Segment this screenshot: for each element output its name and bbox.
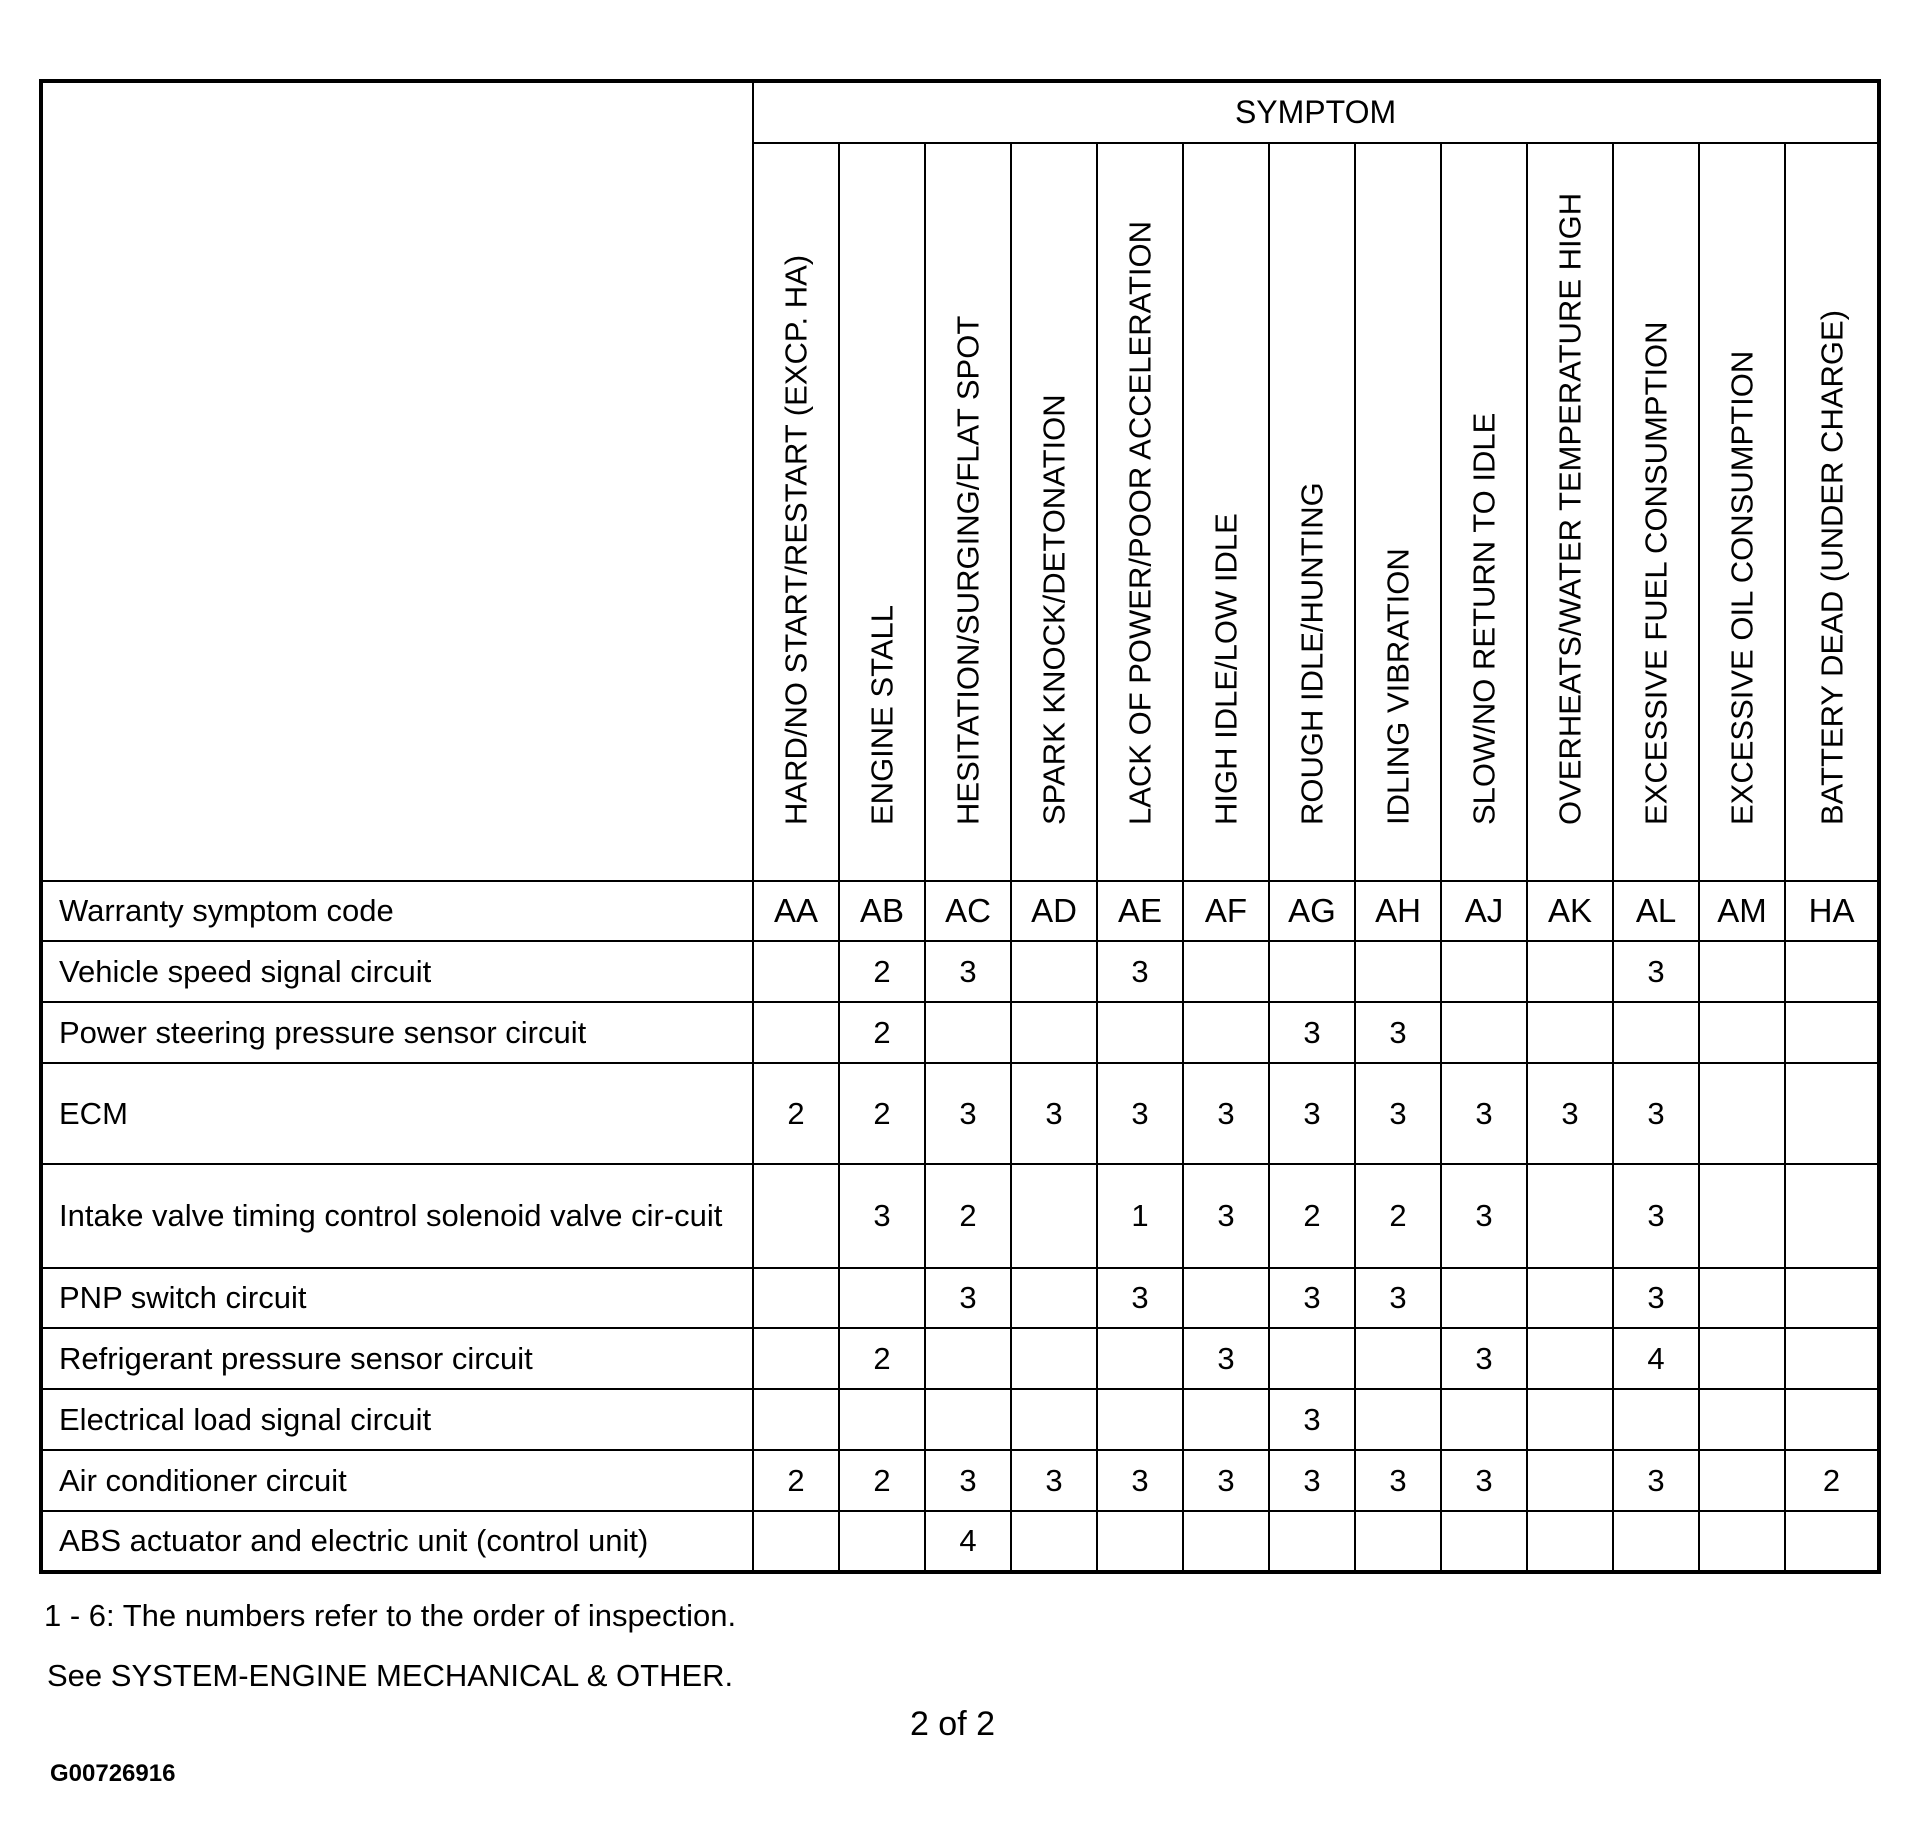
inspection-order-cell	[1613, 1002, 1699, 1063]
row-label: PNP switch circuit	[41, 1268, 753, 1328]
inspection-order-cell: 4	[1613, 1328, 1699, 1389]
inspection-order-cell	[1785, 1511, 1879, 1572]
inspection-order-cell: 3	[1613, 1063, 1699, 1164]
figure-id: G00726916	[50, 1760, 176, 1787]
inspection-order-cell: 2	[1785, 1450, 1879, 1511]
inspection-order-cell: 2	[839, 1328, 925, 1389]
inspection-order-cell	[1269, 941, 1355, 1002]
inspection-order-cell	[1527, 1268, 1613, 1328]
inspection-order-cell	[1699, 1063, 1785, 1164]
inspection-order-cell: 3	[925, 1268, 1011, 1328]
inspection-order-cell	[1613, 1511, 1699, 1572]
warranty-code-cell: AA	[753, 881, 839, 941]
inspection-order-cell: 2	[753, 1063, 839, 1164]
table-row	[41, 1268, 1879, 1328]
warranty-code-label: Warranty symptom code	[41, 881, 753, 941]
inspection-order-cell	[925, 1328, 1011, 1389]
inspection-order-cell: 3	[1269, 1268, 1355, 1328]
inspection-order-cell: 3	[1355, 1063, 1441, 1164]
inspection-order-cell	[1097, 1328, 1183, 1389]
inspection-order-cell	[1527, 1164, 1613, 1268]
inspection-order-cell	[1011, 1002, 1097, 1063]
inspection-order-cell	[1699, 1450, 1785, 1511]
inspection-order-cell	[1183, 1511, 1269, 1572]
symptom-column-header	[1527, 143, 1613, 881]
inspection-order-cell: 2	[1269, 1164, 1355, 1268]
inspection-order-cell	[1441, 1268, 1527, 1328]
inspection-order-cell: 3	[1183, 1063, 1269, 1164]
symptom-group-header: SYMPTOM	[753, 81, 1879, 143]
warranty-code-cell: HA	[1785, 881, 1879, 941]
inspection-order-cell: 3	[925, 1063, 1011, 1164]
inspection-order-cell: 3	[1441, 1328, 1527, 1389]
symptom-column-header	[1355, 143, 1441, 881]
table-corner-cell	[41, 81, 753, 881]
inspection-order-cell: 3	[1613, 1450, 1699, 1511]
inspection-order-cell: 3	[1269, 1063, 1355, 1164]
symptom-column-label: SPARK KNOCK/DETONATION	[1036, 394, 1072, 825]
inspection-order-cell	[1183, 1389, 1269, 1450]
row-label: ABS actuator and electric unit (control unit)	[41, 1511, 753, 1572]
inspection-order-cell	[1699, 1328, 1785, 1389]
inspection-order-cell	[925, 1002, 1011, 1063]
inspection-order-cell	[753, 1268, 839, 1328]
footnote: 1 - 6: The numbers refer to the order of inspection.	[44, 1598, 737, 1633]
inspection-order-cell	[1527, 1328, 1613, 1389]
symptom-column-header	[1269, 143, 1355, 881]
inspection-order-cell	[1441, 941, 1527, 1002]
inspection-order-cell	[753, 1164, 839, 1268]
table-row	[41, 1002, 1879, 1063]
inspection-order-cell	[1785, 1328, 1879, 1389]
inspection-order-cell	[1441, 1002, 1527, 1063]
inspection-order-cell: 2	[1355, 1164, 1441, 1268]
warranty-code-cell: AM	[1699, 881, 1785, 941]
inspection-order-cell	[1699, 1511, 1785, 1572]
inspection-order-cell: 3	[1011, 1450, 1097, 1511]
inspection-order-cell: 3	[1269, 1450, 1355, 1511]
inspection-order-cell	[1785, 1268, 1879, 1328]
symptom-column-header	[925, 143, 1011, 881]
inspection-order-cell	[1527, 1002, 1613, 1063]
inspection-order-cell: 3	[1269, 1389, 1355, 1450]
warranty-code-cell: AC	[925, 881, 1011, 941]
table-row	[41, 1164, 1879, 1268]
inspection-order-cell	[1269, 1328, 1355, 1389]
inspection-order-cell: 3	[839, 1164, 925, 1268]
warranty-code-cell: AJ	[1441, 881, 1527, 941]
inspection-order-cell	[753, 941, 839, 1002]
inspection-order-cell	[1183, 1002, 1269, 1063]
row-label: ECM	[41, 1063, 753, 1164]
warranty-code-cell: AK	[1527, 881, 1613, 941]
row-label: Air conditioner circuit	[41, 1450, 753, 1511]
inspection-order-cell: 2	[839, 1450, 925, 1511]
symptom-column-label: SLOW/NO RETURN TO IDLE	[1466, 412, 1502, 825]
inspection-order-cell	[1011, 1511, 1097, 1572]
symptom-column-label: ROUGH IDLE/HUNTING	[1294, 482, 1330, 825]
inspection-order-cell: 3	[1183, 1328, 1269, 1389]
symptom-column-label: HIGH IDLE/LOW IDLE	[1208, 513, 1244, 825]
inspection-order-cell: 3	[925, 941, 1011, 1002]
inspection-order-cell: 3	[1441, 1063, 1527, 1164]
inspection-order-cell	[1097, 1002, 1183, 1063]
inspection-order-cell	[1527, 1389, 1613, 1450]
symptom-column-header	[753, 143, 839, 881]
inspection-order-cell	[1011, 1164, 1097, 1268]
inspection-order-cell	[1355, 941, 1441, 1002]
inspection-order-cell	[1441, 1389, 1527, 1450]
symptom-column-header	[1441, 143, 1527, 881]
symptom-column-header	[1011, 143, 1097, 881]
inspection-order-cell: 4	[925, 1511, 1011, 1572]
inspection-order-cell	[1699, 1268, 1785, 1328]
warranty-code-cell: AL	[1613, 881, 1699, 941]
table-row	[41, 941, 1879, 1002]
symptom-column-label: EXCESSIVE OIL CONSUMPTION	[1724, 350, 1760, 825]
symptom-column-header	[1183, 143, 1269, 881]
inspection-order-cell	[1527, 1511, 1613, 1572]
inspection-order-cell	[753, 1389, 839, 1450]
warranty-code-cell: AB	[839, 881, 925, 941]
symptom-column-header	[1613, 143, 1699, 881]
warranty-code-cell: AG	[1269, 881, 1355, 941]
inspection-order-cell	[1527, 1450, 1613, 1511]
inspection-order-cell: 3	[925, 1450, 1011, 1511]
inspection-order-cell	[1785, 1063, 1879, 1164]
inspection-order-cell: 2	[839, 1002, 925, 1063]
table-row	[41, 1389, 1879, 1450]
inspection-order-cell	[1097, 1511, 1183, 1572]
row-label: Electrical load signal circuit	[41, 1389, 753, 1450]
inspection-order-cell	[925, 1389, 1011, 1450]
symptom-column-label: ENGINE STALL	[864, 605, 900, 825]
inspection-order-cell: 3	[1097, 1268, 1183, 1328]
inspection-order-cell	[1785, 941, 1879, 1002]
inspection-order-cell: 3	[1441, 1450, 1527, 1511]
inspection-order-cell: 2	[925, 1164, 1011, 1268]
symptom-column-header	[1785, 143, 1879, 881]
warranty-code-cell: AD	[1011, 881, 1097, 941]
inspection-order-cell: 3	[1097, 1063, 1183, 1164]
inspection-order-cell	[1269, 1511, 1355, 1572]
inspection-order-cell: 3	[1527, 1063, 1613, 1164]
inspection-order-cell: 2	[839, 1063, 925, 1164]
inspection-order-cell	[1613, 1389, 1699, 1450]
inspection-order-cell: 3	[1011, 1063, 1097, 1164]
inspection-order-cell	[1097, 1389, 1183, 1450]
row-label: Refrigerant pressure sensor circuit	[41, 1328, 753, 1389]
warranty-code-cell: AF	[1183, 881, 1269, 941]
inspection-order-cell	[1011, 1328, 1097, 1389]
symptom-column-label: IDLING VIBRATION	[1380, 548, 1416, 825]
inspection-order-cell: 2	[839, 941, 925, 1002]
inspection-order-cell: 3	[1097, 1450, 1183, 1511]
inspection-order-cell: 2	[753, 1450, 839, 1511]
symptom-column-header	[1097, 143, 1183, 881]
table-row	[41, 1511, 1879, 1572]
inspection-order-cell: 3	[1355, 1268, 1441, 1328]
inspection-order-cell: 3	[1183, 1164, 1269, 1268]
inspection-order-cell	[1699, 1164, 1785, 1268]
inspection-order-cell	[753, 1002, 839, 1063]
symptom-column-header	[839, 143, 925, 881]
warranty-code-cell: AE	[1097, 881, 1183, 941]
table-row	[41, 1328, 1879, 1389]
row-label: Power steering pressure sensor circuit	[41, 1002, 753, 1063]
warranty-code-row	[41, 881, 1879, 941]
inspection-order-cell	[1183, 941, 1269, 1002]
inspection-order-cell	[1527, 941, 1613, 1002]
symptom-column-header	[1699, 143, 1785, 881]
inspection-order-cell	[753, 1511, 839, 1572]
row-label: Intake valve timing control solenoid valve cir-cuit	[41, 1164, 753, 1268]
inspection-order-cell: 3	[1613, 941, 1699, 1002]
inspection-order-cell: 3	[1097, 941, 1183, 1002]
table-body	[41, 881, 1879, 1572]
inspection-order-cell	[1441, 1511, 1527, 1572]
inspection-order-cell	[1785, 1164, 1879, 1268]
table-row	[41, 1063, 1879, 1164]
inspection-order-cell	[1355, 1389, 1441, 1450]
inspection-order-cell	[1011, 941, 1097, 1002]
symptom-matrix-table	[39, 79, 1881, 1574]
symptom-column-label: HARD/NO START/RESTART (EXCP. HA)	[778, 254, 814, 825]
inspection-order-cell	[1785, 1389, 1879, 1450]
inspection-order-cell: 3	[1355, 1002, 1441, 1063]
inspection-order-cell	[1183, 1268, 1269, 1328]
inspection-order-cell	[1699, 1002, 1785, 1063]
inspection-order-cell: 3	[1441, 1164, 1527, 1268]
row-label: Vehicle speed signal circuit	[41, 941, 753, 1002]
warranty-code-cell: AH	[1355, 881, 1441, 941]
inspection-order-cell: 1	[1097, 1164, 1183, 1268]
inspection-order-cell: 3	[1613, 1268, 1699, 1328]
inspection-order-cell	[1699, 941, 1785, 1002]
inspection-order-cell	[1355, 1511, 1441, 1572]
inspection-order-cell	[839, 1268, 925, 1328]
inspection-order-cell	[839, 1511, 925, 1572]
inspection-order-cell	[839, 1389, 925, 1450]
inspection-order-cell: 3	[1269, 1002, 1355, 1063]
symptom-column-label: BATTERY DEAD (UNDER CHARGE)	[1814, 309, 1850, 825]
symptom-column-label: HESITATION/SURGING/FLAT SPOT	[950, 315, 986, 825]
symptom-column-label: LACK OF POWER/POOR ACCELERATION	[1122, 220, 1158, 825]
inspection-order-cell: 3	[1355, 1450, 1441, 1511]
page-indicator: 2 of 2	[909, 1705, 996, 1743]
inspection-order-cell: 3	[1613, 1164, 1699, 1268]
inspection-order-cell	[1355, 1328, 1441, 1389]
inspection-order-cell	[1785, 1002, 1879, 1063]
symptom-column-label: OVERHEATS/WATER TEMPERATURE HIGH	[1552, 192, 1588, 825]
inspection-order-cell	[1011, 1268, 1097, 1328]
table-row	[41, 1450, 1879, 1511]
inspection-order-cell	[1699, 1389, 1785, 1450]
see-also-note: See SYSTEM-ENGINE MECHANICAL & OTHER.	[47, 1658, 734, 1693]
symptom-column-label: EXCESSIVE FUEL CONSUMPTION	[1638, 321, 1674, 825]
inspection-order-cell	[1011, 1389, 1097, 1450]
inspection-order-cell	[753, 1328, 839, 1389]
inspection-order-cell: 3	[1183, 1450, 1269, 1511]
